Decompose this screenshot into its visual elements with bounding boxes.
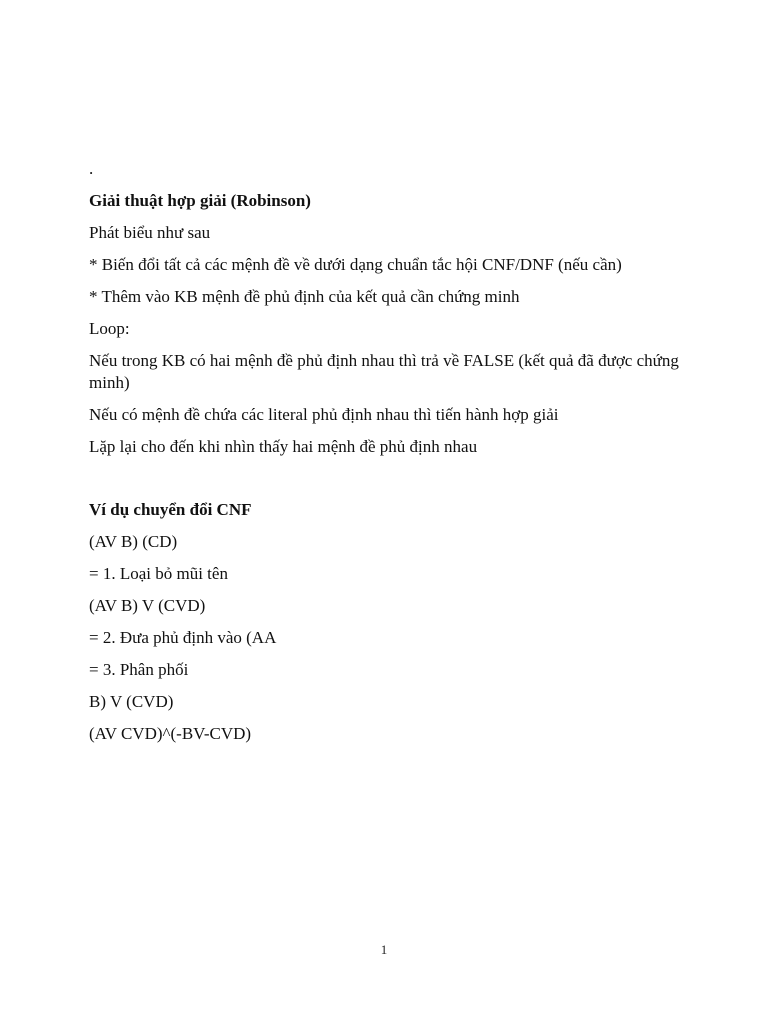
paragraph-line: Loop: bbox=[89, 319, 130, 338]
paragraph-line: Nếu trong KB có hai mệnh đề phủ định nhau thì trả về FALSE (kết quả đã được chứng minh) bbox=[89, 351, 679, 392]
section-spacer bbox=[89, 468, 689, 499]
paragraph-line: Nếu có mệnh đề chứa các literal phủ định nhau thì tiến hành hợp giải bbox=[89, 405, 559, 424]
section-title-robinson: Giải thuật hợp giải (Robinson) bbox=[89, 191, 311, 210]
paragraph-line: * Biến đổi tất cả các mệnh đề về dưới dạng chuẩn tắc hội CNF/DNF (nếu cần) bbox=[89, 255, 622, 274]
document-content bbox=[89, 158, 689, 755]
paragraph-line: Phát biểu như sau bbox=[89, 223, 211, 242]
formula-line: (AV B) V (CVD) bbox=[89, 596, 206, 615]
formula-line: = 1. Loại bỏ mũi tên bbox=[89, 564, 228, 583]
formula-line: B) V (CVD) bbox=[89, 692, 174, 711]
formula-line: (AV B) (CD) bbox=[89, 532, 178, 551]
paragraph-line: * Thêm vào KB mệnh đề phủ định của kết quả cần chứng minh bbox=[89, 287, 520, 306]
formula-line: = 2. Đưa phủ định vào (AA bbox=[89, 628, 277, 647]
section-title-cnf-example: Ví dụ chuyển đổi CNF bbox=[89, 500, 252, 519]
leading-dot: . bbox=[89, 159, 94, 178]
formula-line: = 3. Phân phối bbox=[89, 660, 189, 679]
formula-line: (AV CVD)^(-BV-CVD) bbox=[89, 724, 252, 743]
page-number: 1 bbox=[380, 942, 388, 957]
paragraph-line: Lặp lại cho đến khi nhìn thấy hai mệnh đề phủ định nhau bbox=[89, 437, 478, 456]
